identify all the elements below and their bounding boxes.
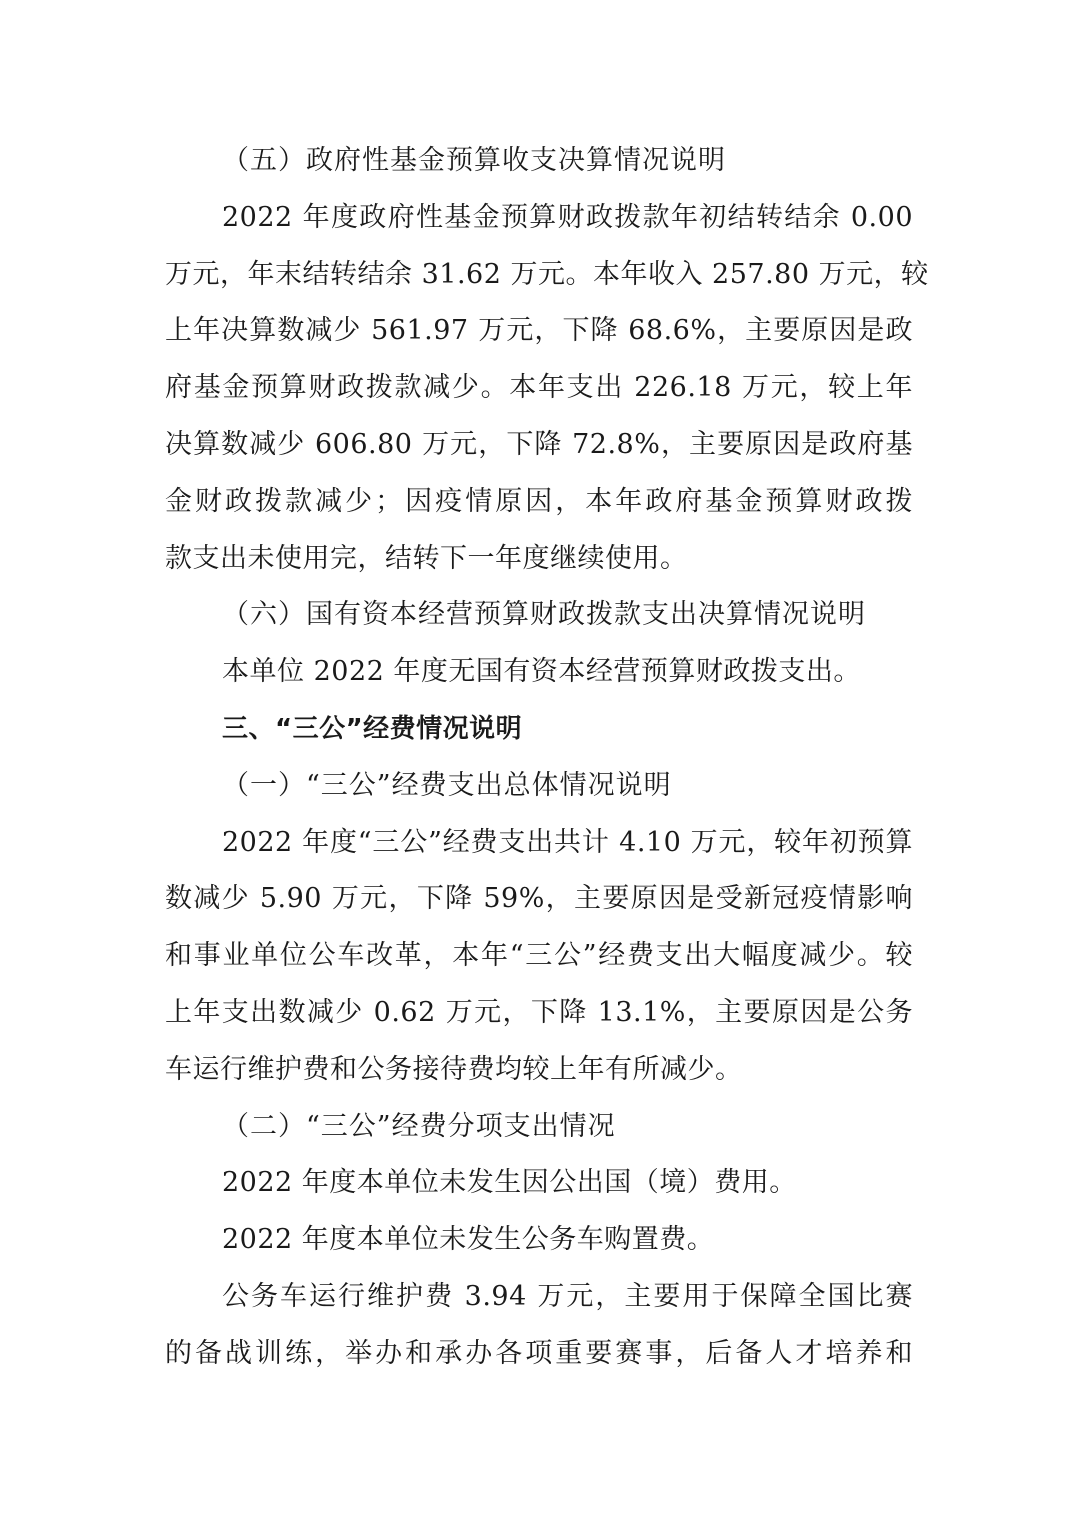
paragraph-line: 的备战训练，举办和承办各项重要赛事，后备人才培养和 <box>165 1337 913 1369</box>
paragraph-line: 本单位 2022 年度无国有资本经营预算财政拨支出。 <box>222 656 861 688</box>
paragraph-line: 2022 年度本单位未发生因公出国（境）费用。 <box>222 1167 797 1199</box>
paragraph-line: 和事业单位公车改革，本年“三公”经费支出大幅度减少。较 <box>165 940 913 972</box>
document-page <box>165 133 929 1383</box>
section-heading-state-capital: （六）国有资本经营预算财政拨款支出决算情况说明 <box>222 599 866 631</box>
paragraph-line: 2022 年度政府性基金预算财政拨款年初结转结余 0.00 <box>222 201 913 233</box>
paragraph-line: 府基金预算财政拨款减少。本年支出 226.18 万元，较上年 <box>165 372 913 404</box>
paragraph-line: 决算数减少 606.80 万元，下降 72.8%，主要原因是政府基 <box>165 428 913 460</box>
section-heading-three-public-items: （二）“三公”经费分项支出情况 <box>222 1110 616 1142</box>
paragraph-line: 款支出未使用完，结转下一年度继续使用。 <box>165 542 688 574</box>
paragraph-line: 2022 年度“三公”经费支出共计 4.10 万元，较年初预算 <box>222 826 913 858</box>
paragraph-line: 车运行维护费和公务接待费均较上年有所减少。 <box>165 1053 743 1085</box>
paragraph-line: 2022 年度本单位未发生公务车购置费。 <box>222 1224 715 1256</box>
section-heading-gov-fund: （五）政府性基金预算收支决算情况说明 <box>222 145 726 176</box>
paragraph-line: 上年支出数减少 0.62 万元，下降 13.1%，主要原因是公务 <box>165 996 913 1028</box>
paragraph-line: 数减少 5.90 万元，下降 59%，主要原因是受新冠疫情影响 <box>165 883 913 915</box>
paragraph-line: 金财政拨款减少；因疫情原因，本年政府基金预算财政拨 <box>165 485 913 517</box>
section-heading-three-public-overall: （一）“三公”经费支出总体情况说明 <box>222 769 672 801</box>
paragraph-line: 公务车运行维护费 3.94 万元，主要用于保障全国比赛 <box>222 1280 913 1312</box>
paragraph-line: 上年决算数减少 561.97 万元，下降 68.6%，主要原因是政 <box>165 315 913 347</box>
paragraph-line: 万元，年末结转结余 31.62 万元。本年收入 257.80 万元，较 <box>165 258 929 290</box>
section-title-three-public: 三、“三公”经费情况说明 <box>222 713 523 744</box>
